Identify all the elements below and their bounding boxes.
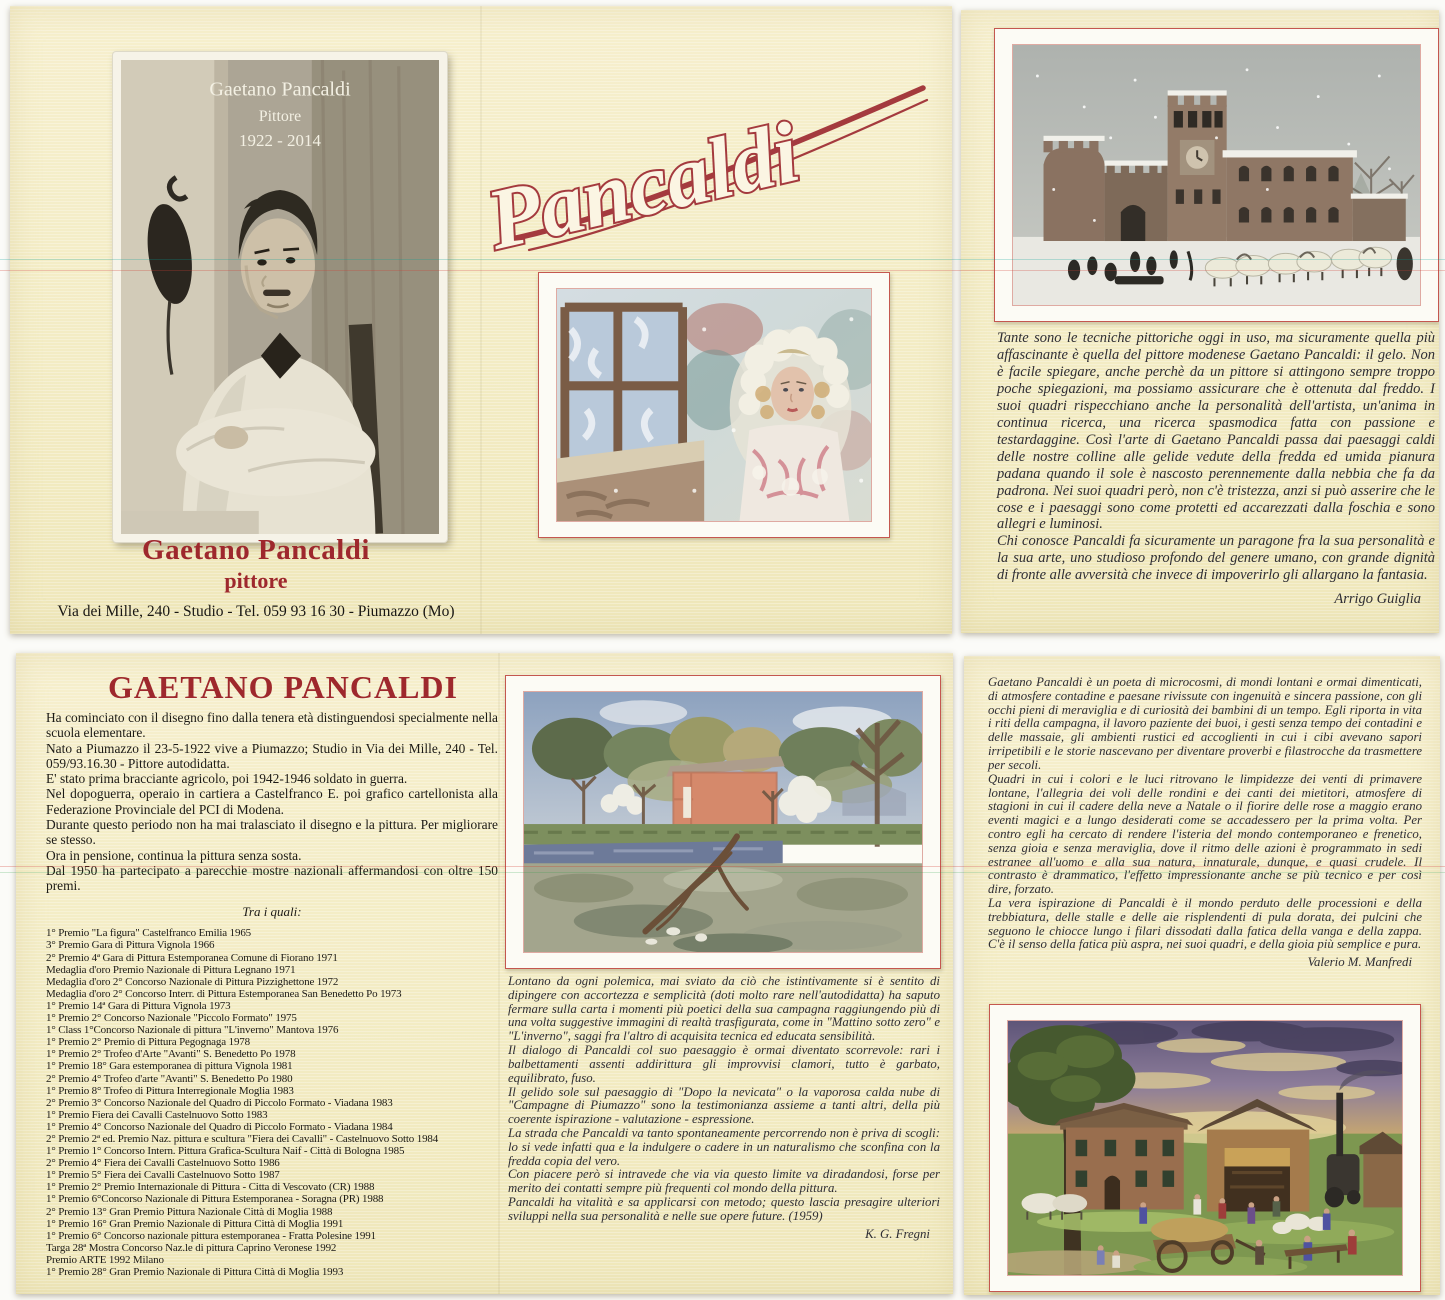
- author-signature: K. G. Fregni: [865, 1226, 930, 1241]
- painting-frame-winter-portrait: [538, 272, 890, 538]
- bio-paragraph: Dal 1950 ha partecipato a parecchie mostre nazionali affermandosi con oltre 150 premi.: [46, 862, 498, 894]
- award-item: 2° Premio 4° Fiera dei Cavalli Castelnuovo Sotto 1986: [46, 1157, 280, 1170]
- pancaldi-script-signature: [465, 48, 945, 273]
- paragraph: Quadri in cui i colori e le luci ritrovano le limpidezze dei venti di primavere lontane, l'allegria dei voli delle rondini e dei canti dei mietitori, atmosfere di stagioni in cui il cadere della neve a Natale o il fiorire delle rose a maggio erano eventi magici e a lungo desiderati come se accadessero per la prima volta. Per contro egli ha cercato di rendere l'isteria del mondo contemporaneo e frenetico, senza gioia e senza meraviglia, dove il ritmo delle azioni è programmato in sedi estranee all'uomo e alla sua natura, innaturale, dunque, e quasi crudele. Il contrasto è drammatico, l'effetto impressionante anche se più tecnico e per così dire, forzato.: [988, 771, 1422, 897]
- award-item: 3° Premio Gara di Pittura Vignola 1966: [46, 939, 215, 952]
- award-item: 1° Premio 6°Concorso Nazionale di Pittura Estemporanea - Soragna (PR) 1988: [46, 1193, 384, 1206]
- award-item: 1° Premio 5° Fiera dei Cavalli Castelnuovo Sotto 1987: [46, 1169, 280, 1182]
- paragraph: La strada che Pancaldi va tanto spontaneamente percorrendo non è priva di scogli: lo si vede infatti qua e la indulgere o cadere in un naturalismo che sconfina con la fredda copia del vero.: [508, 1125, 940, 1168]
- painting-frame-castle-snow: [994, 28, 1439, 322]
- award-item: 1° Premio 14ª Gara di Pittura Vignola 1973: [46, 999, 231, 1012]
- photo-caption-years: 1922 - 2014: [239, 131, 321, 150]
- essay-fregni: [508, 975, 940, 1241]
- author-signature: Valerio M. Manfredi: [1307, 955, 1412, 970]
- panel-front-cover: [10, 6, 952, 634]
- award-item: 2° Premio 3° Concorso Nazionale del Quadro di Piccolo Formato - Viadana 1983: [46, 1096, 393, 1109]
- paragraph: Con piacere però si intravede che via via questo limite va diradandosi, forse per merito dei contatti sempre più frequenti col mondo della pittura.: [508, 1167, 940, 1196]
- biography-title: GAETANO PANCALDI: [108, 669, 458, 705]
- bio-paragraph: Nato a Piumazzo il 23-5-1922 vive a Piumazzo; Studio in Via dei Mille, 240 - Tel. 059/93.16.30 - Pittore autodidatta.: [46, 740, 498, 771]
- essay-guiglia: [997, 330, 1435, 608]
- photo-caption-name: Gaetano Pancaldi: [209, 78, 351, 101]
- award-item: 1° Premio "La figura" Castelfranco Emilia 1965: [46, 927, 252, 940]
- contact-block: [38, 534, 474, 621]
- bio-paragraph: Durante questo periodo non ha mai tralasciato il disegno e la pittura. Per migliorare se stesso.: [46, 816, 498, 848]
- award-item: 1° Premio 2° Premio di Pittura Pegognaga 1978: [46, 1036, 251, 1049]
- award-item: 2° Premio 2ª ed. Premio Naz. pittura e scultura "Fiera dei Cavalli" - Castelnuovo Sotto 1984: [46, 1132, 439, 1145]
- paragraph: Lontano da ogni polemica, mai sviato da ciò che istintivamente si è sentito di dipingere con accortezza e semplicità (doti molto rare nell'autodidatta) ha saputo fermare sulla carta i momenti più poetici della sua campagna raggiungendo più di una volta suggestive immagini di realtà trasfigurata, come in "Mattino sotto zero" e "L'inverno", saggi fra l'altro di acquisita tecnica ed educata sensibilità.: [508, 974, 940, 1044]
- award-item: 1° Class 1°Concorso Nazionale di pittura "L'inverno" Mantova 1976: [46, 1024, 339, 1037]
- painting-farm-threshing: [1008, 1021, 1402, 1275]
- painting-winter-portrait: [557, 289, 871, 521]
- panel-bottom-left: [16, 653, 953, 1294]
- bio-paragraph: Ora in pensione, continua la pittura senza sosta.: [46, 847, 302, 863]
- fold-crease: [498, 653, 500, 1294]
- paragraph: La vera ispirazione di Pancaldi è il mondo perduto delle processioni e della trebbiatura, delle stalle e delle aie risplendenti di pula dorata, dei pulcini che seguono le chiocce lungo i filari dissodati dalla fatica della vanga e della zappa. C'è il senso della fatica più aspra, nei suoi quadri, e della gioia più semplice e pura.: [988, 896, 1422, 952]
- paragraph: Chi conosce Pancaldi fa sicuramente un paragone fra la sua personalità e la sua arte, uno studioso profondo del genere umano, con grande dignità di fronte alle avversità che invece di impoverirlo gli allargano la fantasia.: [997, 533, 1435, 584]
- portrait-photo-art: [121, 60, 439, 534]
- contact-role: pittore: [224, 568, 288, 593]
- awards-intro: Tra i quali:: [242, 904, 302, 920]
- award-item: Premio ARTE 1992 Milano: [46, 1253, 164, 1266]
- paragraph: Il gelido sole sul paesaggio di "Dopo la nevicata" o la vaporosa calda nube di "Campagne di Piumazzo" sono la testimonianza assieme a tanti altri, della più coerente ispirazione - valutazione - espressione.: [508, 1084, 940, 1127]
- signature-text: Pancaldi: [478, 103, 808, 268]
- bio-paragraph: E' stato prima bracciante agricolo, poi 1942-1946 soldato in guerra.: [46, 771, 408, 787]
- paragraph: Gaetano Pancaldi è un poeta di microcosmi, di mondi lontani e ormai dimenticati, di atmosfere contadine e paesane rivissute con ingenuità e sincera passione, con gli occhi pieni di meraviglia e di curiosità dei bambini di un tempo. Egli riporta in vita i riti della campagna, il lavoro paziente dei buoi, i gesti senza tempo dei contadini e delle massaie, gli ambienti rustici ed accoglienti in cui i cibi avevano sapori irripetibili e le storie nascevano per diventare proverbi e filastrocche da trasmettere per secoli.: [988, 675, 1422, 772]
- award-item: Medaglia d'oro 2° Concorso Interr. di Pittura Estemporanea San Benedetto Po 1973: [46, 987, 402, 1000]
- award-item: 1° Premio 2° Trofeo d'Arte "Avanti" S. Benedetto Po 1978: [46, 1048, 296, 1061]
- award-item: 1° Premio 16° Gran Premio Nazionale di Pittura Città di Moglia 1991: [46, 1217, 344, 1230]
- award-item: 2° Premio 13° Gran Premio Pittura Nazionale Città di Moglia 1988: [46, 1205, 333, 1218]
- painting-castle-snow: [1013, 45, 1420, 305]
- award-item: 1° Premio 1° Concorso Intern. Pittura Grafica-Scultura Naif - Città di Bologna 1985: [46, 1145, 405, 1158]
- award-item: 1° Premio 8° Trofeo di Pittura Interregionale Moglia 1983: [46, 1084, 294, 1097]
- contact-name: Gaetano Pancaldi: [142, 534, 370, 566]
- award-item: 2° Premio 4° Trofeo d'arte "Avanti" S. Benedetto Po 1980: [46, 1072, 293, 1085]
- essay-manfredi: [988, 676, 1422, 970]
- photo-caption-title: Pittore: [258, 107, 302, 125]
- award-item: 1° Premio Fiera dei Cavalli Castelnuovo Sotto 1983: [46, 1108, 268, 1121]
- painting-river-landscape: [524, 692, 922, 952]
- award-item: Targa 28ª Mostra Concorso Naz.le di pittura Caprino Veronese 1992: [46, 1241, 337, 1254]
- painting-frame-river-landscape: [505, 675, 941, 969]
- panel-bottom-right: [964, 656, 1440, 1295]
- author-signature: Arrigo Guiglia: [1334, 591, 1421, 608]
- contact-address: Via dei Mille, 240 - Studio - Tel. 059 93 16 30 - Piumazzo (Mo): [57, 603, 455, 620]
- award-item: 1° Premio 4° Concorso Nazionale del Quadro di Piccolo Formato - Viadana 1984: [46, 1120, 393, 1133]
- biography-column: [46, 710, 498, 1278]
- award-item: 2° Premio 4ª Gara di Pittura Estemporanea Comune di Fiorano 1971: [46, 951, 338, 964]
- panel-top-right: [961, 10, 1439, 633]
- paragraph: Tante sono le tecniche pittoriche oggi in uso, ma sicuramente quella più affascinante è quella del pittore modenese Gaetano Pancaldi: il gelo. Non è facile spiegare, anche perchè da un pittore si attingono sempre troppo poche spiegazioni, ma possiamo assicurare che è ottenuta dal freddo. I suoi quadri rispecchiano anche la personalità dell'artista, un'anima in continua ricerca, una ricerca spasmodica fatta con passione e testardaggine. Così l'arte di Gaetano Pancaldi passa dai paesaggi caldi delle nostre colline alle gelide vedute della fredda ed umida pianura padana quando il sole è nascosto perennemente dalla nebbia che fa da padrona. Nei suoi quadri però, non c'è tristezza, anzi si può asserire che le cose e i paesaggi sono come protetti ed accarezzati dalla foschia e sono allegri e luminosi.: [997, 330, 1435, 533]
- bio-paragraph: Ha cominciato con il disegno fino dalla tenera età distinguendosi specialmente nella scuola elementare.: [46, 710, 498, 741]
- bio-paragraph: Nel dopoguerra, operaio in cartiera a Castelfranco E. poi grafico cartellonista alla Federazione Provinciale del PCI di Modena.: [46, 786, 498, 817]
- award-item: 1° Premio 2° Premio Internazionale di Pittura - Citta di Vescovato (CR) 1988: [46, 1181, 375, 1194]
- award-item: 1° Premio 18° Gara estemporanea di pittura Vignola 1981: [46, 1060, 293, 1073]
- award-item: Medaglia d'oro Premio Nazionale di Pittura Legnano 1971: [46, 963, 296, 976]
- award-item: 1° Premio 28° Gran Premio Nazionale di Pittura Città di Moglia 1993: [46, 1266, 344, 1278]
- award-item: 1° Premio 6° Concorso nazionale pittura estemporanea - Fratta Polesine 1991: [46, 1229, 376, 1242]
- award-item: 1° Premio 2° Concorso Nazionale "Piccolo Formato" 1975: [46, 1012, 297, 1025]
- award-item: Medaglia d'oro 2° Concorso Nazionale di Pittura Pizzighettone 1972: [46, 975, 339, 988]
- paragraph: Pancaldi ha vitalità e sa applicarsi con metodo; questo lascia presagire ulteriori sviluppi nella sua personalità e nelle sue opere future. (1959): [508, 1195, 940, 1223]
- paragraph: Il dialogo di Pancaldi col suo paesaggio è ormai diventato scorrevole: rari i balbettamenti assenti addirittura gli improvvisi clamori, tutto è garbato, equilibrato, fuso.: [508, 1043, 940, 1085]
- painting-frame-farmyard: [989, 1004, 1421, 1292]
- portrait-photo: [113, 52, 447, 542]
